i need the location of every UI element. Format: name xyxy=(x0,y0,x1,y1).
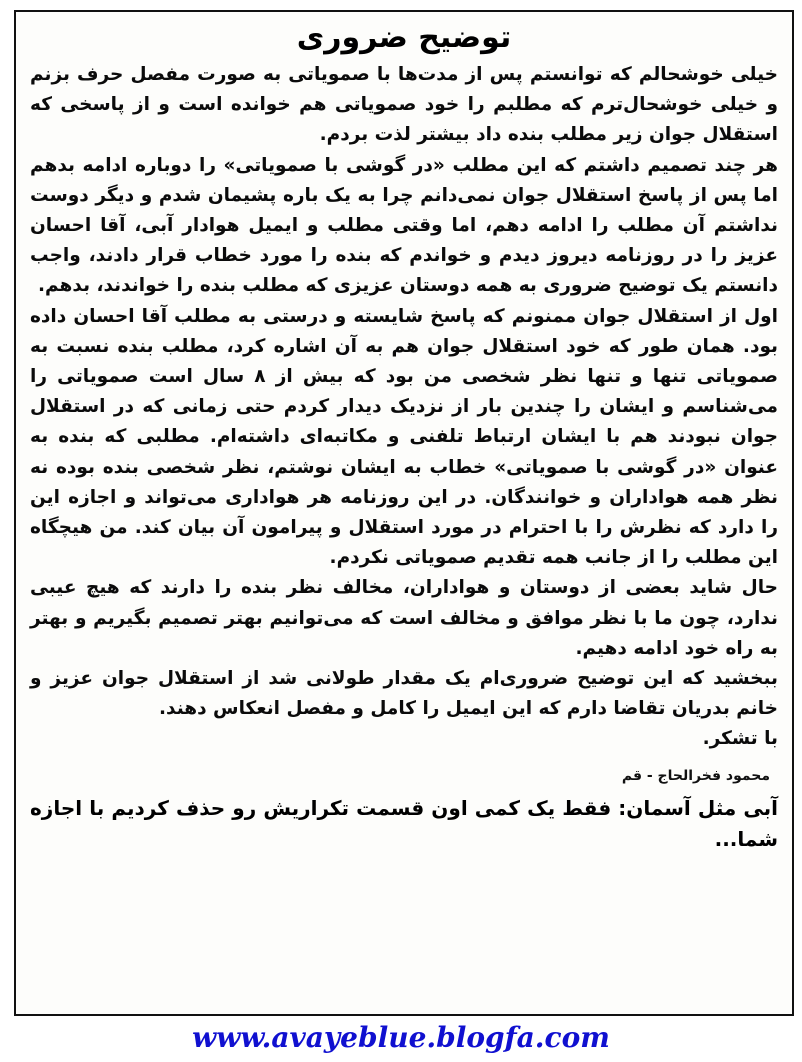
paragraph-2: هر چند تصمیم داشتم که این مطلب «در گوشی با صمویاتی» را دوباره ادامه بدهم اما پس از پاسخ استقلال جوان نمی‌دانم چرا به یک باره پشیمان شدم و دیگر دوست نداشتم آن مطلب را ادامه دهم، اما وقتی مطلب و ایمیل هوادار آبی، آقا احسان عزیز را در روزنامه دیروز دیدم و خواندم که بنده را مورد خطاب قرار دادند، واجب دانستم یک توضیح ضروری به همه دوستان عزیزی که مطلب بنده را خواندند، بدهم. xyxy=(30,154,778,297)
signoff: با تشکر. xyxy=(702,728,778,750)
editor-note: آبی مثل آسمان: فقط یک کمی اون قسمت تکراریش رو حذف کردیم با اجازه شما... xyxy=(30,795,778,851)
footer-url[interactable]: www.avayeblue.blogfa.com xyxy=(192,1021,610,1054)
article-title: توضیح ضروری xyxy=(296,20,512,55)
paragraph-5: ببخشید که این توضیح ضروری‌ام یک مقدار طولانی شد از استقلال جوان عزیز و خانم بدریان تقاضا دارم که این ایمیل را کامل و مفصل انعکاس دهند. xyxy=(30,668,778,720)
author-signature: محمود فخرالحاج - قم xyxy=(621,767,770,784)
newspaper-clipping xyxy=(14,10,794,1016)
paragraph-4: حال شاید بعضی از دوستان و هواداران، مخالف نظر بنده را دارند که هیچ عیبی ندارد، چون ما با نظر موافق و مخالف است که می‌توانیم بهتر تصمیم بگیریم و بهتر به راه خود ادامه دهیم. xyxy=(30,577,778,659)
paragraph-1: خیلی خوشحالم که توانستم پس از مدت‌ها با صمویاتی به صورت مفصل حرف بزنم و خیلی خوشحال‌ترم که مطلبم را خود صمویاتی هم خوانده است و از پاسخی که استقلال جوان زیر مطلب بنده داد بیشتر لذت بردم. xyxy=(30,64,778,146)
paragraph-3: اول از استقلال جوان ممنونم که پاسخ شایسته و درستی به مطلب آقا احسان داده بود. همان طور که خود استقلال جوان هم به آن اشاره کرد، مطلب بنده نسبت به صمویاتی تنها و تنها نظر شخصی من بود که بیش از ۸ سال است صمویاتی را می‌شناسم و ایشان را چندین بار از نزدیک دیدار کردم حتی زمانی که در استقلال جوان نبودند هم با ایشان ارتباط تلفنی و مکاتبه‌ای داشته‌ام. مطلبی که بنده به عنوان «در گوشی با صمویاتی» خطاب به ایشان نوشتم، نظر شخصی بنده بوده نه نظر همه هواداران و خوانندگان. در این روزنامه هر هواداری می‌تواند و اجازه این را دارد که نظرش را با احترام در مورد استقلال و پیرامون آن بیان کند. من هیچگاه این مطلب را از جانب همه تقدیم صمویاتی نکردم. xyxy=(30,305,779,569)
